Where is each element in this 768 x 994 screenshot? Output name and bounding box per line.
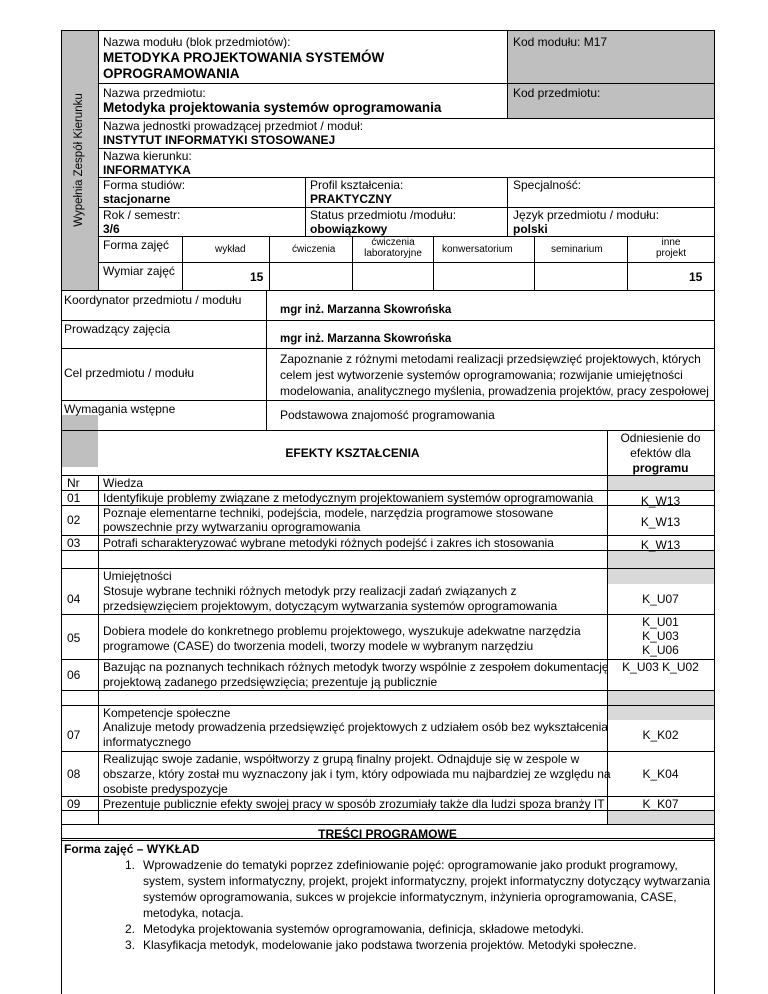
- classes-label: Forma zajęć: [103, 238, 170, 252]
- module-value-line-1: METODYKA PROJEKTOWANIA SYSTEMÓW: [103, 50, 385, 65]
- outcome-nr: 04: [67, 592, 81, 606]
- outcome-text: projektową zadanego przedsięwzięcia; prezentuje ją publicznie: [103, 675, 438, 689]
- content-title: TREŚCI PROGRAMOWE: [318, 827, 457, 841]
- outcome-text: Analizuje metody prowadzenia przedsięwzięć projektowych z udziałem osób bez wykształcenia: [103, 720, 608, 734]
- side-label-box: [61, 30, 98, 290]
- outcome-text: Prezentuje publicznie efekty swojej pracy w sposób zrozumiały także dla ludzi spoza branży IT: [103, 797, 605, 811]
- module-label: Nazwa modułu (blok przedmiotów):: [103, 35, 291, 49]
- social-label: Kompetencje społeczne: [103, 706, 231, 720]
- outcome-ref: K_W13: [640, 538, 681, 552]
- ref-blank: [608, 551, 714, 568]
- status-value: obowiązkowy: [310, 222, 388, 236]
- outcome-text: Potrafi scharakteryzować wybrane metodyki różnych podejść i zakres ich stosowania: [103, 536, 554, 550]
- outcome-nr: 07: [67, 728, 81, 742]
- unit-value: INSTYTUT INFORMATYKI STOSOWANEJ: [103, 133, 336, 147]
- language-value: polski: [513, 222, 548, 236]
- teacher-label: Prowadzący zajęcia: [64, 322, 171, 336]
- outcome-nr: 05: [67, 631, 81, 645]
- nr-label: Nr: [67, 476, 80, 490]
- coordinator-value: mgr inż. Marzanna Skowrońska: [280, 304, 452, 316]
- syllabus-sheet: [61, 30, 714, 994]
- ref-blank: [608, 569, 714, 584]
- coordinator-label: Koordynator przedmiotu / modułu: [64, 293, 242, 307]
- outcome-nr: 03: [67, 536, 81, 550]
- side-label: Wypełnia Zespół Kierunku: [73, 93, 85, 227]
- year-label: Rok / semestr:: [103, 208, 181, 222]
- outcome-ref: K_U03: [642, 629, 679, 643]
- content-item-text: metodyka, notacja.: [143, 906, 244, 920]
- outcome-ref: K_K04: [642, 767, 679, 781]
- outcome-nr: 02: [67, 513, 81, 527]
- outcome-nr: 06: [67, 668, 81, 682]
- profile-value: PRAKTYCZNY: [310, 192, 393, 206]
- ref-header-line-1: Odniesienie do: [620, 431, 701, 445]
- outcome-nr: 08: [67, 767, 81, 781]
- outcome-ref: K_U01: [642, 615, 679, 629]
- subject-value: Metodyka projektowania systemów oprogramowania: [103, 100, 442, 115]
- requirements-label: Wymagania wstępne: [64, 402, 176, 416]
- outcome-text: osobiste predyspozycje: [103, 782, 228, 796]
- outcome-text: Dobiera modele do konkretnego problemu projektowego, wyszukuje adekwatne narzędzia: [103, 624, 581, 638]
- content-item-text: Metodyka projektowania systemów oprogramowania, definicja, składowe metodyki.: [143, 922, 584, 936]
- ref-blank: [608, 476, 714, 490]
- teacher-value: mgr inż. Marzanna Skowrońska: [280, 333, 452, 345]
- class-type-seminar: seminarium: [551, 244, 603, 255]
- ref-header-line-3: programu: [632, 461, 689, 475]
- content-form-label: Forma zajęć – WYKŁAD: [64, 842, 200, 856]
- outcome-text: obszarze, który został mu wyznaczony jak i tym, który odpowiada mu najbardziej ze względu na: [103, 767, 611, 781]
- skills-label: Umiejętności: [103, 569, 172, 583]
- status-label: Status przedmiotu /modułu:: [310, 208, 457, 222]
- subject-code-label: Kod przedmiotu:: [513, 86, 601, 100]
- hours-label: Wymiar zajęć: [103, 264, 175, 278]
- outcome-text: Poznaje elementarne techniki, podejścia, modele, narzędzia programowe stosowane: [103, 506, 554, 520]
- goal-line-1: Zapoznanie z różnymi metodami realizacji przedsięwzięć projektowych, których: [280, 352, 701, 366]
- major-value: INFORMATYKA: [103, 163, 191, 177]
- outcome-text: przedsięwzięciem projektowym, dotyczącym wytwarzania systemów oprogramowania: [103, 599, 558, 613]
- ref-blank: [608, 706, 714, 720]
- goal-line-2: celem jest wytworzenie systemów oprogramowania; rozwijanie umiejętności: [280, 368, 683, 382]
- outcome-nr: 09: [67, 797, 81, 811]
- outcome-ref: K_U06: [642, 643, 679, 657]
- major-label: Nazwa kierunku:: [103, 149, 192, 163]
- outcome-ref: K_W13: [640, 494, 681, 508]
- class-type-lab-line-2: laboratoryjne: [364, 248, 422, 259]
- hours-project: 15: [689, 270, 703, 284]
- module-code-label: Kod modułu: M17: [513, 35, 608, 49]
- content-item-text: Klasyfikacja metodyk, modelowanie jako podstawa tworzenia projektów. Metodyki społeczne.: [143, 938, 637, 952]
- subject-label: Nazwa przedmiotu:: [103, 86, 206, 100]
- outcome-text: programowe (CASE) do tworzenia modeli, tworzy modele w wybranym narzędziu: [103, 639, 534, 653]
- content-item-num: 1.: [125, 858, 136, 872]
- class-type-other-line-1: inne: [661, 237, 681, 248]
- ref-blank: [608, 811, 714, 824]
- class-type-other-line-2: projekt: [655, 248, 686, 259]
- year-value: 3/6: [103, 222, 120, 236]
- outcome-text: Realizując swoje zadanie, współtworzy z grupą finalny projekt. Odnajduje się w zespole w: [103, 752, 580, 766]
- class-type-exercises: ćwiczenia: [292, 244, 336, 255]
- outcome-text: informatycznego: [103, 735, 192, 749]
- content-item-text: Wprowadzenie do tematyki poprzez zdefiniowanie pojęć: oprogramowanie jako produkt programowy,: [143, 858, 678, 872]
- outcome-ref: K_U03 K_U02: [622, 660, 699, 674]
- hours-lecture: 15: [250, 270, 264, 284]
- outcomes-side-shade: [61, 415, 98, 467]
- outcome-ref: K_U07: [642, 592, 679, 606]
- class-type-conversation: konwersatorium: [442, 244, 513, 255]
- outcome-ref: K_K02: [642, 728, 679, 742]
- ref-blank: [608, 691, 714, 705]
- outcome-text: Stosuje wybrane techniki różnych metodyk przy realizacji zadań związanych z: [103, 584, 517, 598]
- class-type-lecture: wykład: [215, 244, 246, 255]
- outcome-nr: 01: [67, 491, 81, 505]
- outcome-ref: K_K07: [642, 797, 679, 811]
- form-label: Forma studiów:: [103, 178, 186, 192]
- content-item-num: 3.: [125, 938, 136, 952]
- goal-label: Cel przedmiotu / modułu: [64, 366, 195, 380]
- language-label: Język przedmiotu / modułu:: [513, 208, 660, 222]
- requirements-value: Podstawowa znajomość programowania: [280, 408, 495, 422]
- outcomes-title: EFEKTY KSZTAŁCENIA: [285, 446, 420, 460]
- knowledge-label: Wiedza: [103, 476, 144, 490]
- outcome-text: Identyfikuje problemy związane z metodycznym projektowaniem systemów oprogramowania: [103, 491, 594, 505]
- specialty-label: Specjalność:: [513, 178, 582, 192]
- form-value: stacjonarne: [103, 192, 171, 206]
- module-value-line-2: OPROGRAMOWANIA: [103, 66, 240, 81]
- content-item-text: system, system informatyczny, projekt, projekt informatyczny, projekt informatyczny dotyczący wytwarzania: [143, 874, 711, 888]
- class-type-lab-line-1: ćwiczenia: [371, 237, 415, 248]
- content-item-num: 2.: [125, 922, 136, 936]
- unit-label: Nazwa jednostki prowadzącej przedmiot / moduł:: [103, 119, 364, 133]
- content-item-text: systemów oprogramowania, sukces w projekcie informatycznym, inżynieria oprogramowania, CASE,: [143, 890, 677, 904]
- outcome-text: powszechnie przy wytwarzaniu oprogramowania: [103, 520, 361, 534]
- goal-line-3: modelowania, analitycznego myślenia, prowadzenia projektów, pracy zespołowej: [280, 384, 709, 398]
- profile-label: Profil kształcenia:: [310, 178, 404, 192]
- ref-header-line-2: efektów dla: [630, 446, 691, 460]
- outcome-text: Bazując na poznanych technikach różnych metodyk tworzy wspólnie z zespołem dokumentację: [103, 660, 609, 674]
- outcome-ref: K_W13: [640, 515, 681, 529]
